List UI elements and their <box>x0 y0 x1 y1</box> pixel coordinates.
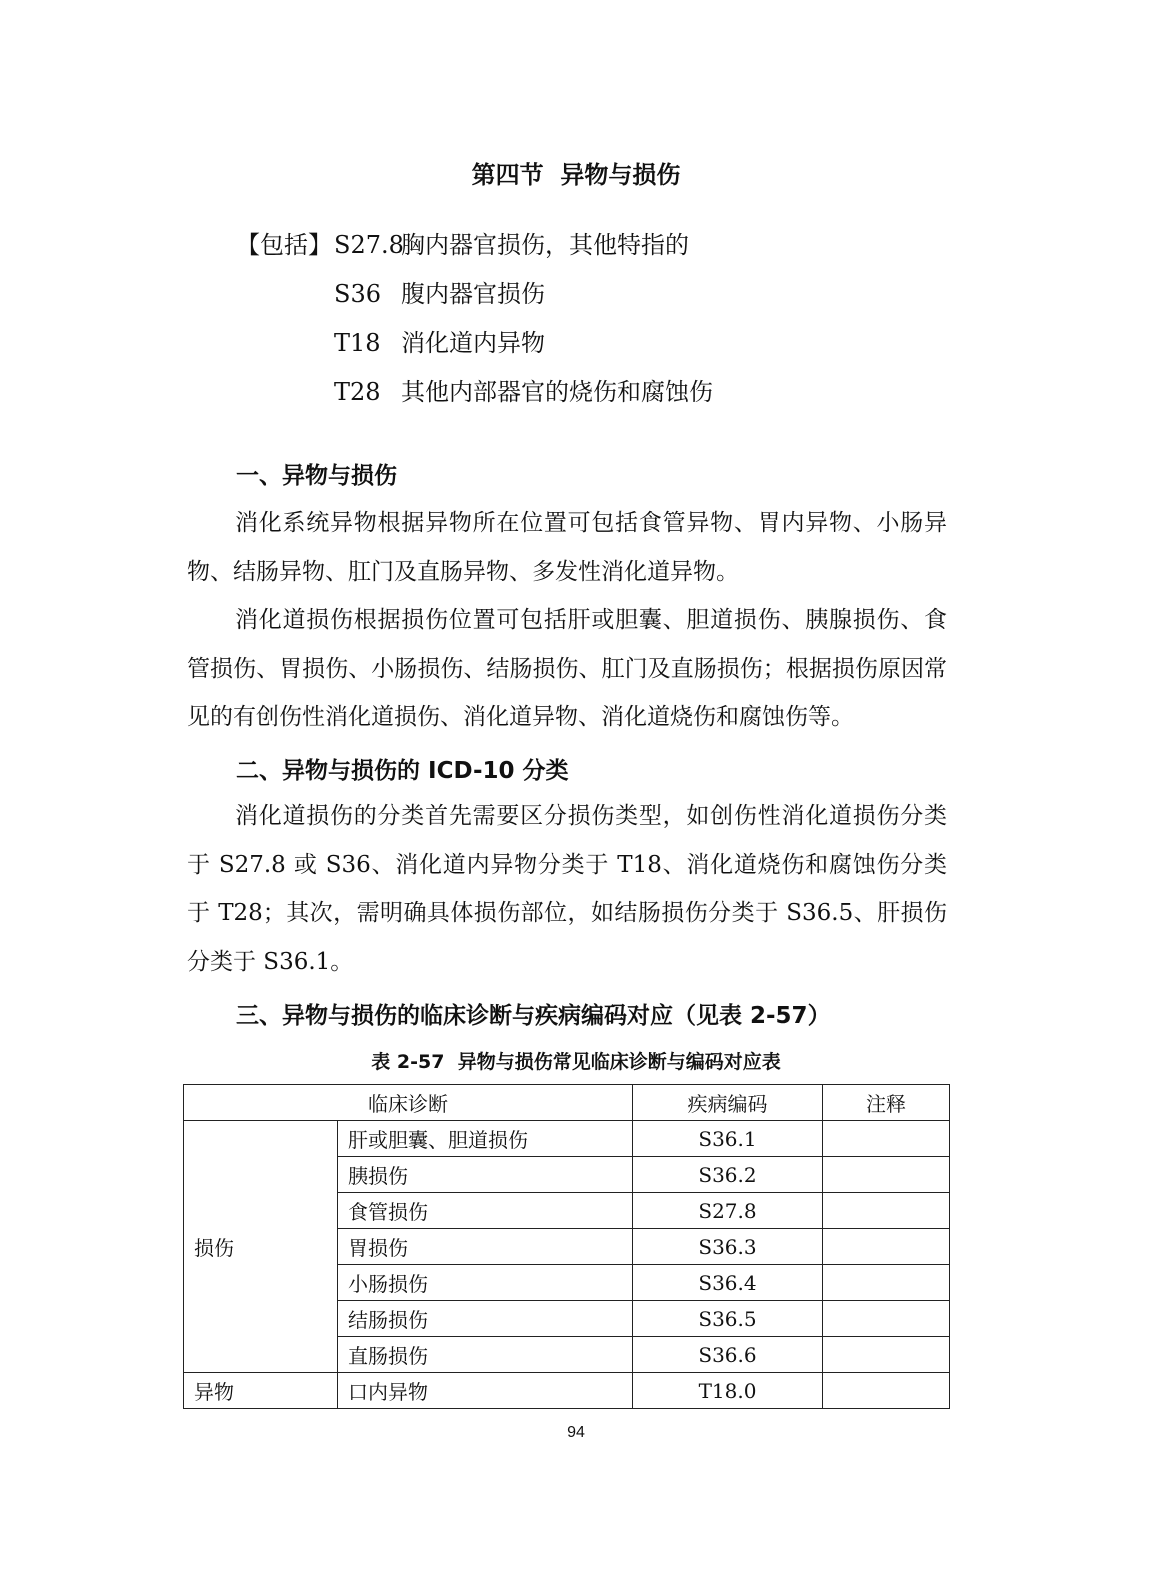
table-row <box>184 1373 950 1409</box>
includes-description: 胸内器官损伤，其他特指的 <box>401 231 689 259</box>
diagnosis-cell: 口内异物 <box>338 1373 633 1409</box>
table-row <box>184 1121 950 1157</box>
code-cell: S36.5 <box>633 1301 823 1337</box>
code-cell: S36.4 <box>633 1265 823 1301</box>
diagnosis-cell: 胃损伤 <box>338 1229 633 1265</box>
code-cell: S27.8 <box>633 1193 823 1229</box>
note-cell <box>823 1337 950 1373</box>
diagnosis-cell: 肝或胆囊、胆道损伤 <box>338 1121 633 1157</box>
diagnosis-cell: 直肠损伤 <box>338 1337 633 1373</box>
diagnosis-cell: 胰损伤 <box>338 1157 633 1193</box>
code-cell: S36.6 <box>633 1337 823 1373</box>
code-cell: T18.0 <box>633 1373 823 1409</box>
code-cell: S36.3 <box>633 1229 823 1265</box>
code-cell: S36.2 <box>633 1157 823 1193</box>
section-heading: 二、异物与损伤的 ICD-10 分类 <box>236 758 569 784</box>
diagnosis-cell: 结肠损伤 <box>338 1301 633 1337</box>
diagnosis-code-table <box>183 1084 950 1409</box>
includes-code: T18 <box>334 329 381 357</box>
includes-code: S27.8 <box>334 231 404 259</box>
note-cell <box>823 1121 950 1157</box>
includes-code: S36 <box>334 280 381 308</box>
header-notes: 注释 <box>823 1085 950 1121</box>
diagnosis-cell: 食管损伤 <box>338 1193 633 1229</box>
category-cell: 异物 <box>184 1373 338 1409</box>
page-number: 94 <box>567 1424 585 1441</box>
body-paragraph: 消化系统异物根据异物所在位置可包括食管异物、胃内异物、小肠异物、结肠异物、肛门及直肠异物、多发性消化道异物。 <box>187 510 947 585</box>
section-heading: 三、异物与损伤的临床诊断与疾病编码对应（见表 2-57） <box>236 1003 831 1029</box>
includes-description: 腹内器官损伤 <box>401 280 545 308</box>
body-paragraph: 消化道损伤的分类首先需要区分损伤类型，如创伤性消化道损伤分类于 S27.8 或 S36、消化道内异物分类于 T18、消化道烧伤和腐蚀伤分类于 T28；其次，需明确具体损伤部位，如结肠损伤分类于 S36.5、肝损伤分类于 S36.1。 <box>187 803 947 975</box>
note-cell <box>823 1193 950 1229</box>
includes-prefix: 【包括】 <box>236 231 332 259</box>
table-header-row <box>184 1085 950 1121</box>
section-heading: 一、异物与损伤 <box>236 463 397 489</box>
table-caption: 表 2-57 异物与损伤常见临床诊断与编码对应表 <box>371 1051 781 1073</box>
category-cell: 损伤 <box>184 1121 338 1373</box>
note-cell <box>823 1229 950 1265</box>
note-cell <box>823 1265 950 1301</box>
body-paragraph: 消化道损伤根据损伤位置可包括肝或胆囊、胆道损伤、胰腺损伤、食管损伤、胃损伤、小肠损伤、结肠损伤、肛门及直肠损伤；根据损伤原因常见的有创伤性消化道损伤、消化道异物、消化道烧伤和腐蚀伤等。 <box>187 607 947 730</box>
code-cell: S36.1 <box>633 1121 823 1157</box>
header-disease-code: 疾病编码 <box>633 1085 823 1121</box>
includes-code: T28 <box>334 378 381 406</box>
header-clinical-diagnosis: 临床诊断 <box>184 1085 633 1121</box>
includes-description: 消化道内异物 <box>401 329 545 357</box>
diagnosis-cell: 小肠损伤 <box>338 1265 633 1301</box>
note-cell <box>823 1301 950 1337</box>
includes-description: 其他内部器官的烧伤和腐蚀伤 <box>401 378 713 406</box>
note-cell <box>823 1373 950 1409</box>
section-title: 第四节 异物与损伤 <box>471 161 681 189</box>
note-cell <box>823 1157 950 1193</box>
